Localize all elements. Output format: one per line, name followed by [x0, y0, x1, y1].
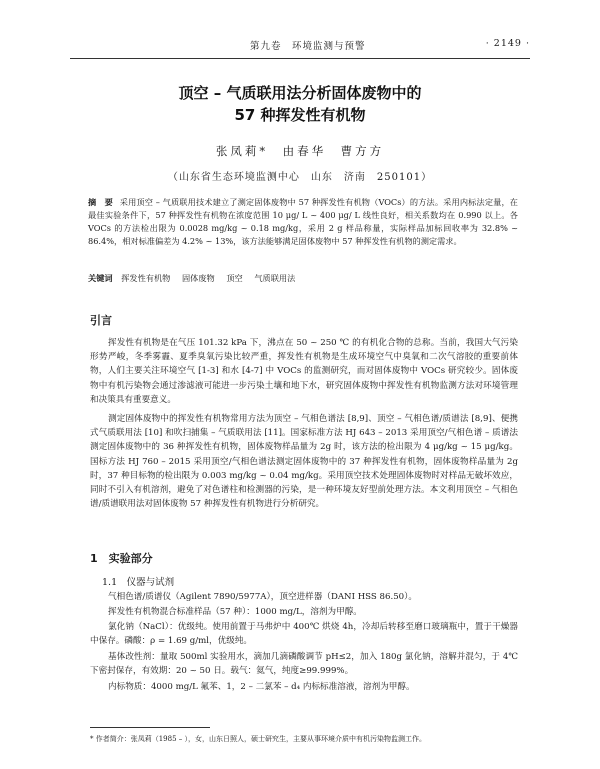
- title-line-1: 顶空 – 气质联用法分析固体废物中的: [178, 84, 422, 102]
- keyword: 顶空: [226, 273, 243, 283]
- abstract-text: 采用顶空 – 气质联用技术建立了测定固体废物中 57 种挥发性有机物（VOCs）的方法。采用内标法定量，在最佳实验条件下，57 种挥发性有机物在浓度范围 10 μg/ L ~ 400 μg/ L 线性良好，相关系数均在 0.990 以上。各 VOCs 的方法检出限为 0.0028 mg/kg ~ 0.18 mg/kg，采用 2 g 样品称量，实际样品加标回收率为 32.8% ~ 86.4%，相对标准偏差为 4.2% ~ 13%，该方法能够满足固体废物中 57 种挥发性有机物的测定需求。: [88, 197, 518, 246]
- keyword: 气质联用法: [254, 273, 296, 283]
- keywords-label: 关键词: [88, 273, 113, 283]
- intro-paragraph-1: 挥发性有机物是在气压 101.32 kPa 下，沸点在 50 ~ 250 ℃ 的有机化合物的总称。当前，我国大气污染形势严峻，冬季雾霾、夏季臭氧污染比较严重，挥发性有机物是生成环境空气中臭氧和二次气溶胶的重要前体物，人们主要关注环境空气 [1-3] 和水 [4-7] 中 VOCs 的监测研究，而对固体废物中 VOCs 研究较少。固体废物中有机污染物会通过渗滤液可能进一步污染土壤和地下水，研究固体废物中挥发性有机物监测方法对环境管理和决策具有重要意义。: [90, 338, 518, 405]
- materials-line-1: 气相色谱/质谱仪（Agilent 7890/5977A），顶空进样器（DANI HSS 86.50）。: [108, 592, 418, 602]
- abstract: [88, 196, 518, 248]
- materials-line-4: 基体改性剂：量取 500ml 实验用水，滴加几滴磷酸调节 pH≤2，加入 180g 氯化钠，溶解并混匀，于 4℃ 下密封保存，有效期：20 ~ 50 日。载气：氦气，纯度≥99.999%。: [90, 652, 518, 677]
- section-1-heading: 1 实验部分: [90, 552, 153, 565]
- running-head: [70, 38, 530, 54]
- title-line-2: 57 种挥发性有机物: [234, 106, 366, 124]
- subsection-1-1-heading: 1.1 仪器与试剂: [102, 577, 175, 588]
- materials-line-2: 挥发性有机物混合标准样品（57 种）：1000 mg/L，溶剂为甲醇。: [108, 607, 362, 617]
- header-rule: [70, 58, 530, 59]
- abstract-label: 摘 要: [88, 197, 113, 207]
- footnote: * 作者简介：张凤莉（1985 – ），女，山东日照人，硕士研究生，主要从事环境介质中有机污染物监测工作。: [90, 735, 426, 743]
- keyword: 挥发性有机物: [121, 273, 171, 283]
- article-title: [0, 82, 600, 126]
- intro-heading: 引言: [90, 314, 112, 327]
- materials-line-5: 内标物质：4000 mg/L 氟苯、1，2 – 二氯苯 – d₄ 内标标准溶液，溶剂为甲醇。: [108, 682, 415, 692]
- authors: 张凤莉* 由春华 曹方方: [215, 144, 385, 158]
- keyword: 固体废物: [181, 273, 215, 283]
- page-number: · 2149 ·: [485, 38, 530, 49]
- intro-paragraph-2: 测定固体废物中的挥发性有机物常用方法为顶空 – 气相色谱法 [8,9]、顶空 – 气相色谱/质谱法 [8,9]、便携式气质联用法 [10] 和吹扫捕集 – 气质联用法 [11]。国家标准方法 HJ 643 – 2013 采用顶空/气相色谱 – 质谱法测定固体废物中的 36 种挥发性有机物，固体废物样品量为 2g 时，该方法的检出限为 4 μg/kg ~ 15 μg/kg。国标方法 HJ 760 – 2015 采用顶空/气相色谱法测定固体废物中的 37 种挥发性有机物，固体废物样品量为 2g 时，37 种目标物的检出限为 0.003 mg/kg ~ 0.04 mg/kg。采用顶空技术处理固体废物时对样品无破坏效应，同时不引入有机溶剂，避免了对色谱柱和检测器的污染，是一种环境友好型前处理方法。本文利用顶空 – 气相色谱/质谱联用法对固体废物 57 种挥发性有机物进行分析研究。: [90, 414, 518, 510]
- affiliation: （山东省生态环境监测中心 山东 济南 250101）: [167, 172, 433, 183]
- footnote-rule: [90, 727, 210, 728]
- keywords: [88, 272, 518, 285]
- journal-name: 第九卷 环境监测与预警: [250, 41, 366, 52]
- materials-line-3: 氯化钠（NaCl）：优级纯。使用前置于马弗炉中 400℃ 烘烧 4h，冷却后转移至磨口玻璃瓶中，置于干燥器中保存。磷酸：ρ = 1.69 g/ml，优级纯。: [90, 622, 518, 647]
